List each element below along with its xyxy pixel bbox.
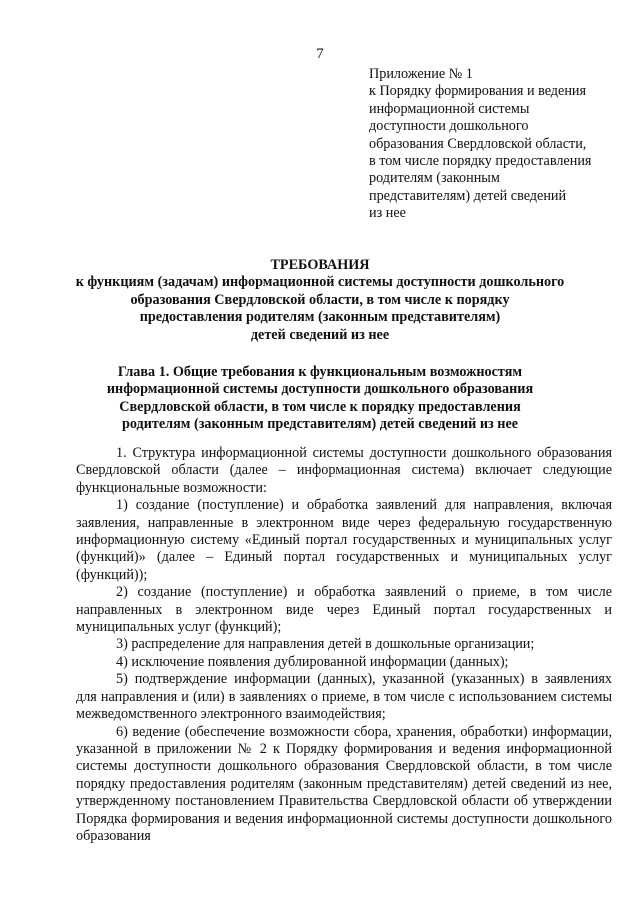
appendix-line: образования Свердловской области, bbox=[369, 135, 587, 152]
paragraph-item-2: 2) создание (поступление) и обработка заявлений о приеме, в том числе направленных в электронном виде через Единый портал государственных и муниципальных услуг (функций); bbox=[76, 584, 612, 636]
document-heading bbox=[40, 257, 600, 344]
paragraph-1: 1. Структура информационной системы доступности дошкольного образования Свердловской области (далее – информационная система) включает следующие функциональные возможности: bbox=[76, 445, 612, 496]
chapter-line: Свердловской области, в том числе к порядку предоставления bbox=[119, 398, 521, 415]
appendix-line: информационной системы bbox=[369, 100, 530, 117]
appendix-line: доступности дошкольного bbox=[369, 118, 529, 135]
heading-line: детей сведений из нее bbox=[250, 326, 390, 343]
appendix-line: из нее bbox=[369, 205, 406, 222]
heading-line: образования Свердловской области, в том числе к порядку bbox=[130, 291, 510, 308]
appendix-line: к Порядку формирования и ведения bbox=[369, 83, 587, 100]
appendix-line: Приложение № 1 bbox=[369, 66, 473, 82]
body-text bbox=[76, 445, 612, 845]
appendix-line: родителям (законным bbox=[369, 170, 500, 187]
paragraph-item-4: 4) исключение появления дублированной информации (данных); bbox=[116, 653, 509, 670]
chapter-line: родителям (законным представителям) детей сведений из нее bbox=[121, 416, 519, 433]
paragraph-item-1: 1) создание (поступление) и обработка заявлений для направления, включая заявления, направленные в электронном виде через федеральную государственную информационную систему «Единый портал государственных и муниципальных услуг (функций)» (далее – Единый портал государственных и муниципальных услуг (функций)); bbox=[76, 497, 612, 583]
chapter-heading bbox=[40, 364, 600, 434]
appendix-block bbox=[369, 66, 619, 223]
paragraph-item-6: 6) ведение (обеспечение возможности сбора, хранения, обработки) информации, указанной в приложении № 2 к Порядку формирования и ведения информационной системы доступности дошкольного образования Свердловской области, в том числе порядку предоставления родителям (законным представителям) детей сведений из нее, утвержденному постановлением Правительства Свердловской области об утверждении Порядка формирования и ведения информационной системы доступности дошкольного образования bbox=[76, 723, 612, 844]
chapter-line: информационной системы доступности дошкольного образования bbox=[106, 381, 534, 398]
document-title: ТРЕБОВАНИЯ bbox=[270, 257, 370, 273]
heading-line: к функциям (задачам) информационной системы доступности дошкольного bbox=[75, 274, 565, 291]
page-number: 7 bbox=[316, 46, 324, 62]
paragraph-item-5: 5) подтверждение информации (данных), указанной (указанных) в заявлениях для направления и (или) в заявлениях о приеме, в том числе с использованием системы межведомственного электронного взаимодействия; bbox=[76, 671, 612, 723]
chapter-line: Глава 1. Общие требования к функциональным возможностям bbox=[117, 364, 523, 380]
paragraph-item-3: 3) распределение для направления детей в дошкольные организации; bbox=[116, 636, 535, 653]
heading-line: предоставления родителям (законным представителям) bbox=[139, 309, 501, 326]
appendix-line: в том числе порядку предоставления bbox=[369, 153, 592, 170]
appendix-line: представителям) детей сведений bbox=[369, 187, 567, 204]
